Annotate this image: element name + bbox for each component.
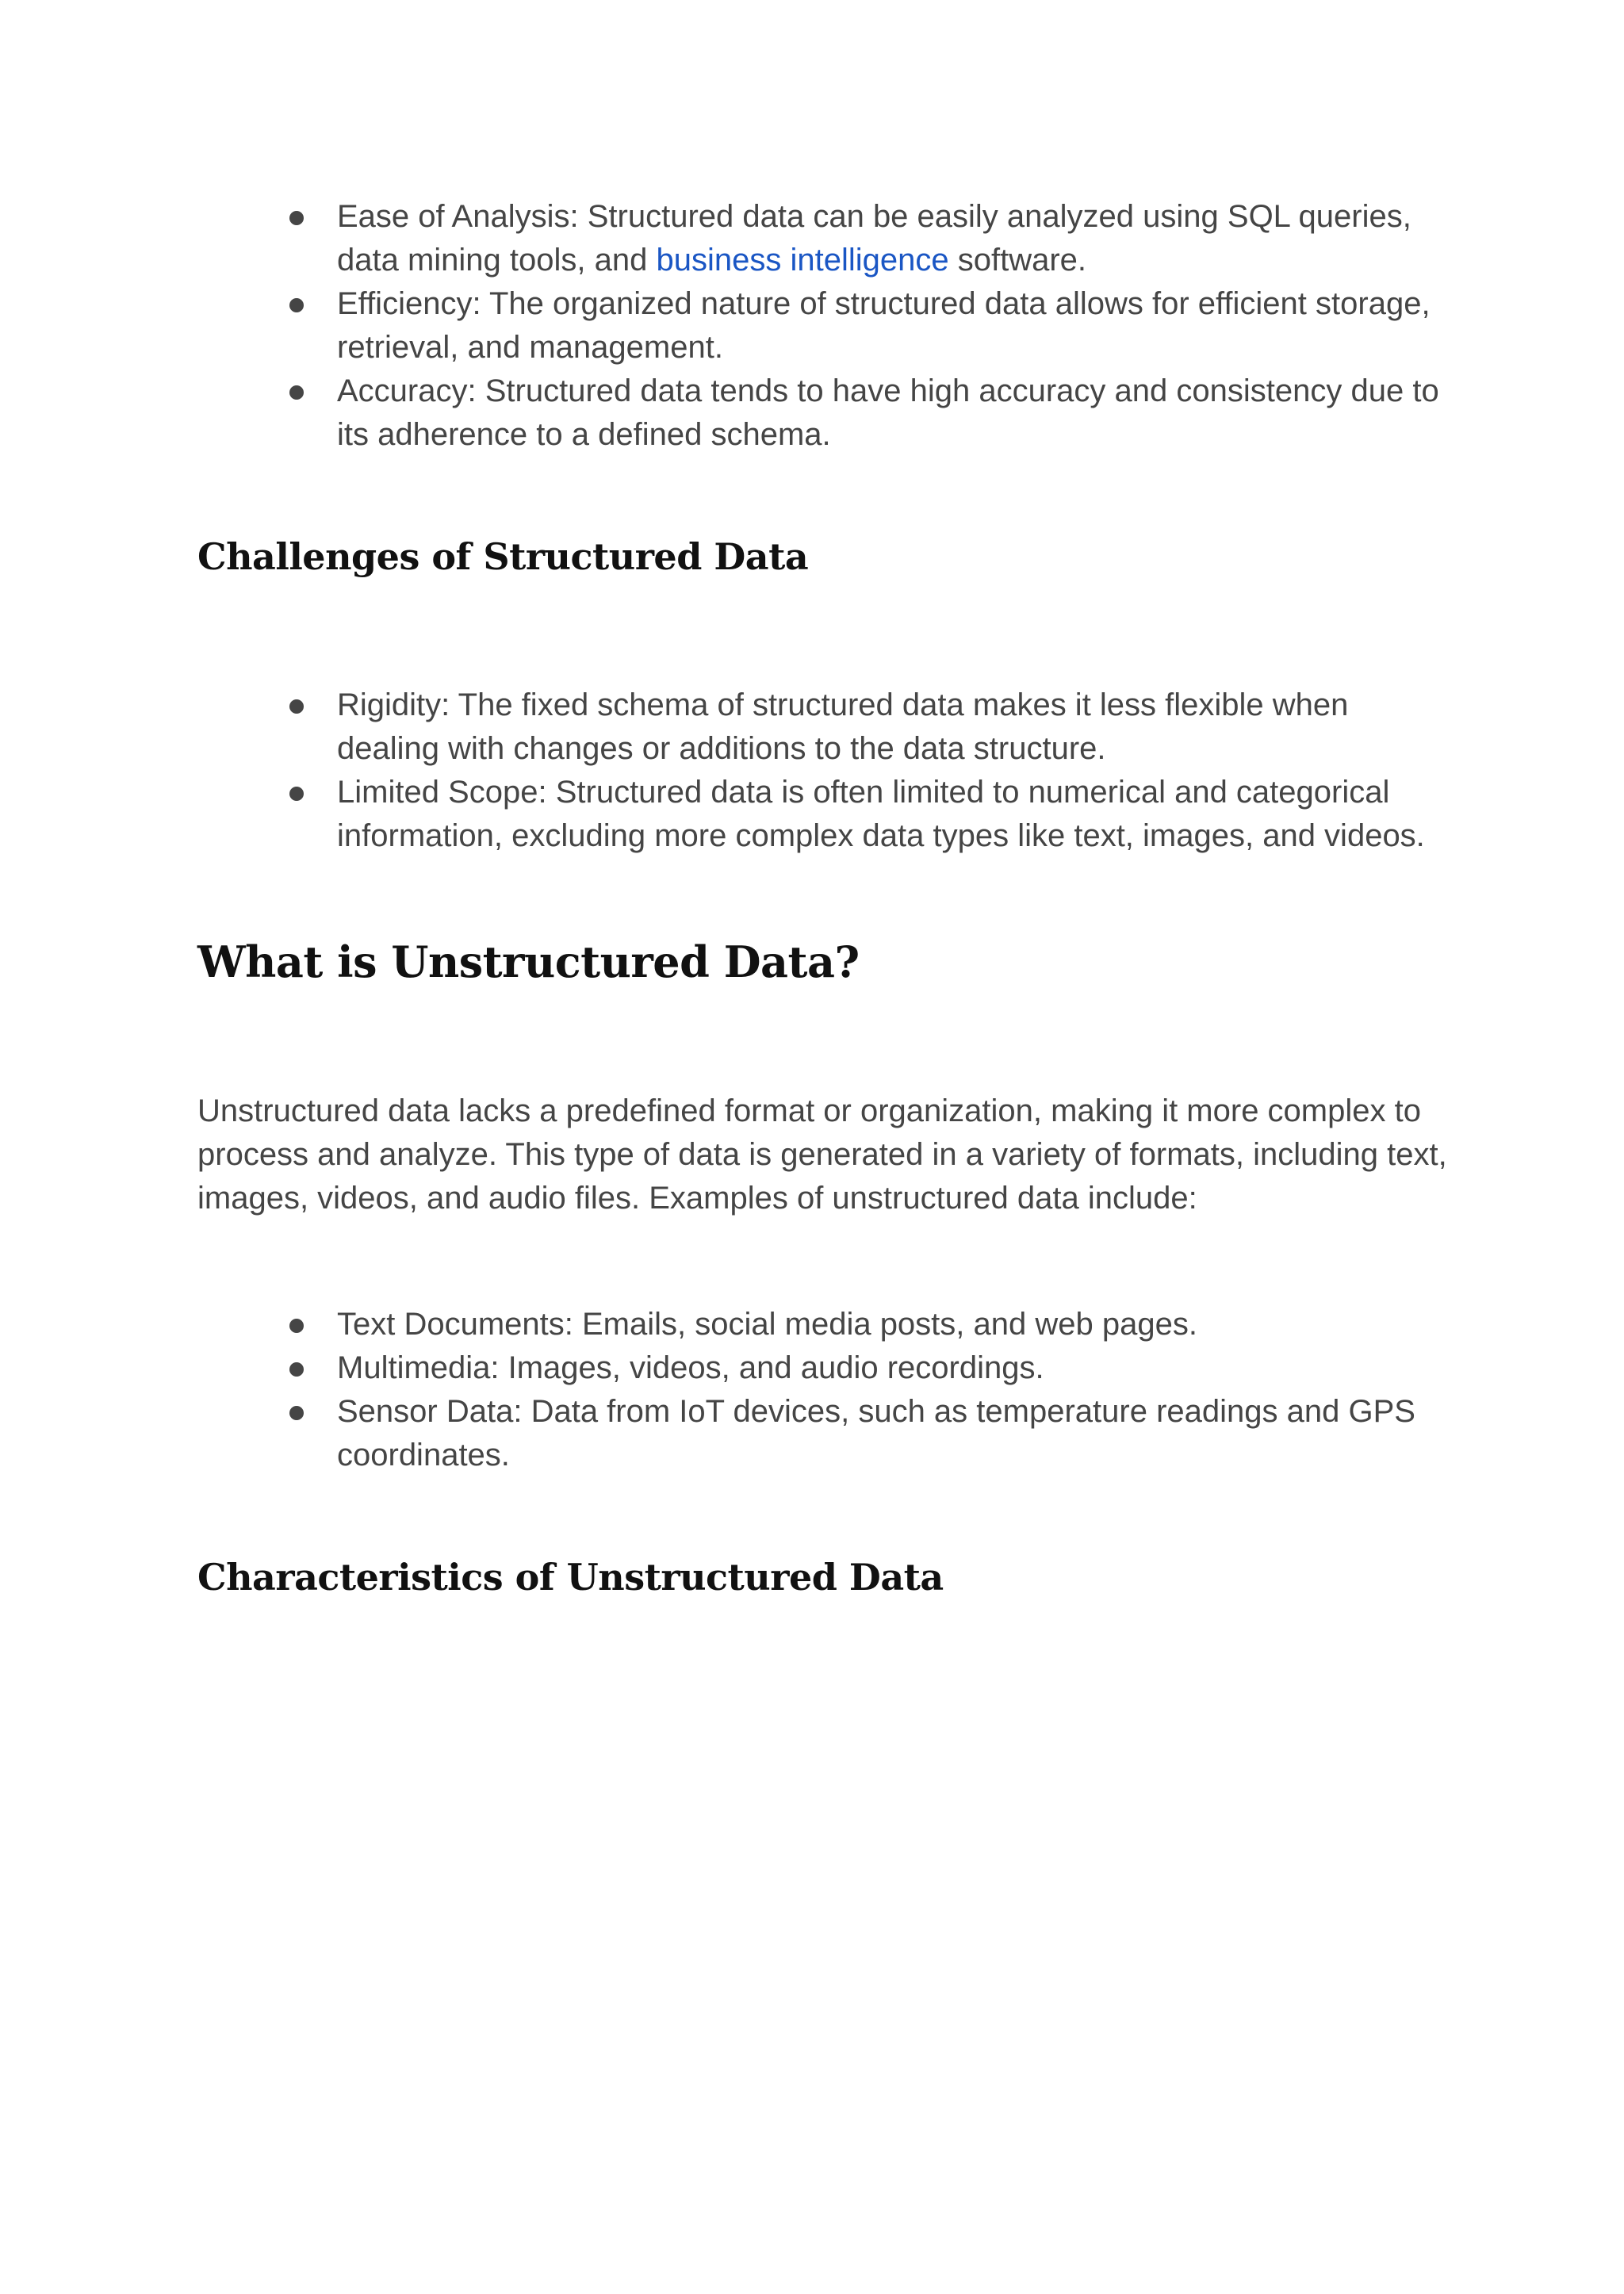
list-item-text: Limited Scope: Structured data is often limited to numerical and categorical information, excluding more complex data types like text, images, and videos. (337, 775, 1425, 853)
list-item-text: Rigidity: The fixed schema of structured data makes it less flexible when dealing with changes or additions to the data structure. (337, 687, 1349, 766)
bullet-icon (289, 699, 304, 714)
list-item (0, 195, 1624, 282)
list-item-text: Accuracy: Structured data tends to have high accuracy and consistency due to its adherence to a defined schema. (337, 373, 1439, 452)
list-item (0, 771, 1624, 858)
list-item (0, 684, 1624, 771)
unstructured-data-heading: What is Unstructured Data? (197, 936, 860, 987)
list-item-text: Text Documents: Emails, social media posts, and web pages. (337, 1307, 1197, 1342)
bullet-icon (289, 787, 304, 801)
bullet-icon (289, 1319, 304, 1333)
list-item (0, 370, 1624, 457)
bullet-icon (289, 385, 304, 400)
list-item (0, 1346, 1624, 1390)
business-intelligence-link[interactable]: business intelligence (656, 243, 949, 278)
list-item (0, 282, 1624, 370)
list-item (0, 1303, 1624, 1346)
benefits-list (0, 195, 1624, 457)
list-item-text: Multimedia: Images, videos, and audio recordings. (337, 1350, 1044, 1385)
bullet-icon (289, 211, 304, 225)
list-item-text: Sensor Data: Data from IoT devices, such as temperature readings and GPS coordinates. (337, 1394, 1415, 1473)
challenges-heading: Challenges of Structured Data (197, 535, 809, 578)
examples-list (0, 1303, 1624, 1477)
bullet-icon (289, 298, 304, 312)
list-item (0, 1390, 1624, 1477)
list-item-text: Efficiency: The organized nature of structured data allows for efficient storage, retrieval, and management. (337, 286, 1431, 365)
bullet-icon (289, 1362, 304, 1377)
bullet-icon (289, 1406, 304, 1420)
list-item-text: Ease of Analysis: Structured data can be easily analyzed using SQL queries, data mining tools, and business intelligence software. (337, 199, 1411, 278)
characteristics-heading: Characteristics of Unstructured Data (197, 1556, 944, 1599)
challenges-list (0, 684, 1624, 858)
unstructured-data-paragraph: Unstructured data lacks a predefined format or organization, making it more complex to process and analyze. This type of data is generated in a variety of formats, including text, images, videos, and audio files. Examples of unstructured data include: (197, 1093, 1447, 1216)
